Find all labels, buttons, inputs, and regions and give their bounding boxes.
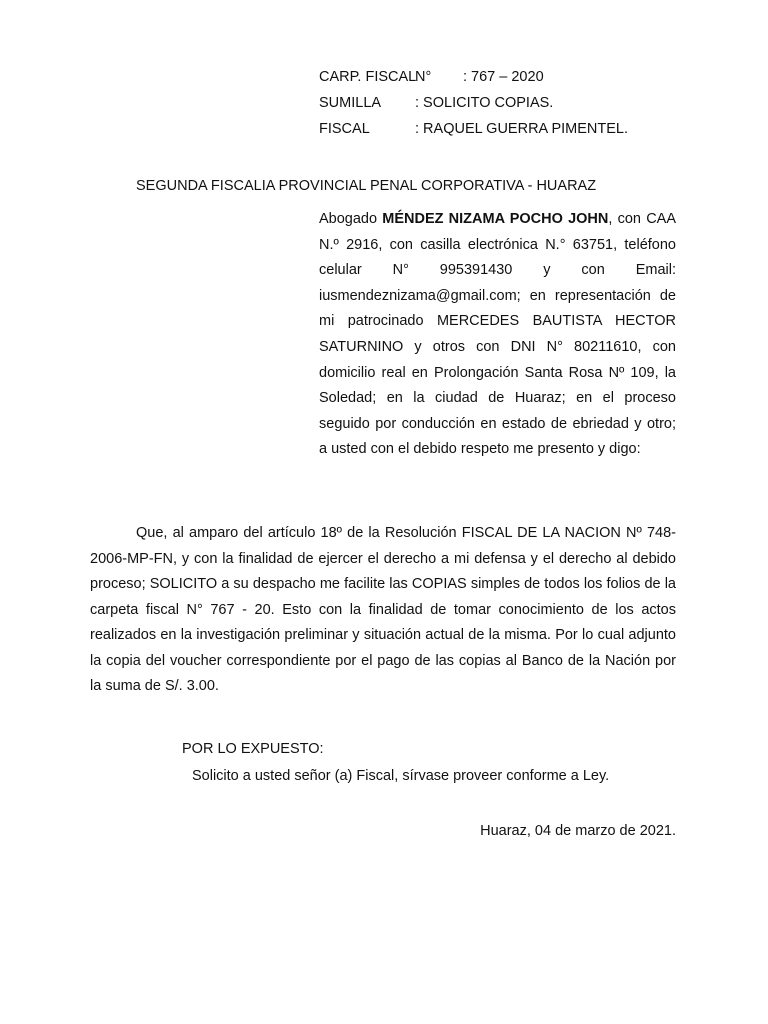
carp-fiscal-row <box>319 66 628 92</box>
document-date: Huaraz, 04 de marzo de 2021. <box>480 823 676 839</box>
request-paragraph: Que, al amparo del artículo 18º de la Resolución FISCAL DE LA NACION Nº 748-2006-MP-FN, y con la finalidad de ejercer el derecho a mi defensa y el derecho al debido proceso; SOLICITO a su despacho me facilite las COPIAS simples de todos los folios de la carpeta fiscal N° 767 - 20. Esto con la finalidad de tomar conocimiento de los actos realizados en la investigación preliminar y situación actual de la misma. Por lo cual adjunto la copia del voucher correspondiente por el pago de las copias al Banco de la Nación por la suma de S/. 3.00. <box>90 525 676 694</box>
fiscal-label: FISCAL <box>319 121 370 137</box>
institution-title: SEGUNDA FISCALIA PROVINCIAL PENAL CORPORATIVA - HUARAZ <box>136 178 597 194</box>
closing-request: Solicito a usted señor (a) Fiscal, sírvase proveer conforme a Ley. <box>192 768 610 784</box>
carp-fiscal-value: : 767 – 2020 <box>463 69 544 85</box>
sumilla-label: SUMILLA <box>319 95 382 111</box>
case-header <box>319 66 628 144</box>
por-lo-expuesto: POR LO EXPUESTO: <box>182 741 324 757</box>
intro-prefix: Abogado <box>319 211 383 227</box>
intro-paragraph <box>319 207 676 463</box>
intro-text: , con CAA N.º 2916, con casilla electrónica N.° 63751, teléfono celular N° 995391430 y con Email: iusmendeznizama@gmail.com; en representación de mi patrocinado MERCEDES BAUTISTA HECTOR SATURNINO y otros con DNI N° 80211610, con domicilio real en Prolongación Santa Rosa Nº 109, la Soledad; en la ciudad de Huaraz; en el proceso seguido por conducción en estado de ebriedad y otro; a usted con el debido respeto me presento y digo: <box>319 211 677 458</box>
fiscal-value: : RAQUEL GUERRA PIMENTEL. <box>415 121 628 137</box>
carp-number-label: N° <box>415 69 432 85</box>
carp-fiscal-label: CARP. FISCAL <box>319 69 417 85</box>
lawyer-name: MÉNDEZ NIZAMA POCHO JOHN <box>382 211 609 227</box>
sumilla-value: : SOLICITO COPIAS. <box>415 95 554 111</box>
sumilla-row <box>319 92 628 118</box>
fiscal-row <box>319 118 628 144</box>
